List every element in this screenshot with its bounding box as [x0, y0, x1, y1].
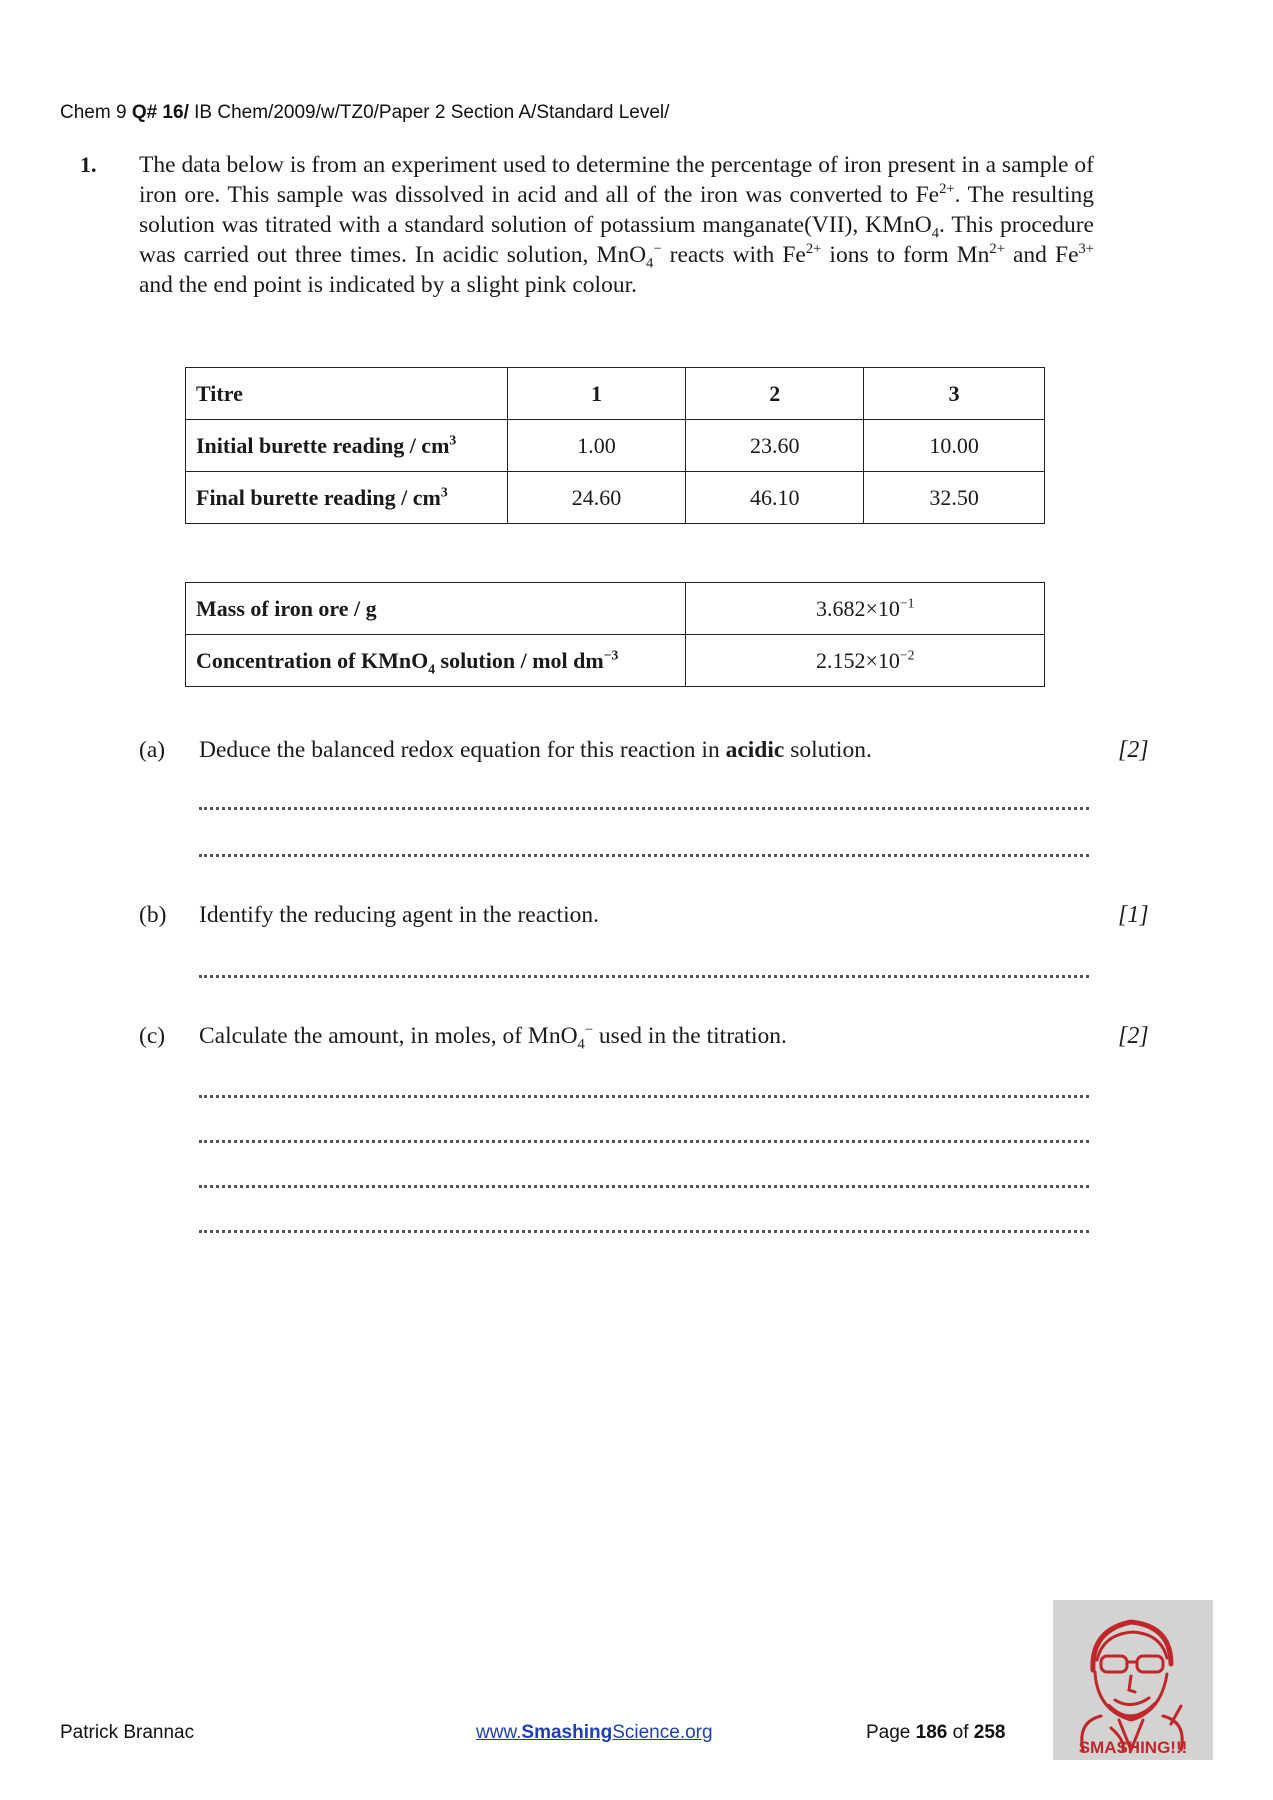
answer-line[interactable] — [199, 1136, 1089, 1143]
table-row — [186, 472, 1045, 524]
titre-header-1: 1 — [507, 368, 686, 420]
answer-line[interactable] — [199, 803, 1089, 810]
part-a-marks: [2] — [1118, 737, 1149, 763]
part-c-text: Calculate the amount, in moles, of MnO$_4$− used in the titration. — [199, 1022, 787, 1053]
initial-reading-label: Initial burette reading / $cm^3$ — [186, 420, 508, 472]
part-c-marks: [2] — [1118, 1023, 1149, 1049]
final-reading-2: 46.10 — [686, 472, 864, 524]
question-id: Q# 16/ — [131, 102, 189, 123]
initial-reading-1: 1.00 — [507, 420, 686, 472]
question-number: 1. — [80, 152, 97, 177]
part-b-text: Identify the reducing agent in the reaction. — [199, 902, 599, 928]
smashing-stamp-icon — [1053, 1600, 1213, 1760]
answer-line[interactable] — [199, 1181, 1089, 1188]
part-c-letter: (c) — [139, 1023, 166, 1049]
final-reading-label: Final burette reading / $cm^3$ — [186, 472, 508, 524]
part-b-marks: [1] — [1118, 902, 1149, 928]
initial-reading-3: 10.00 — [864, 420, 1045, 472]
table-row — [186, 420, 1045, 472]
page-header: Chem 9 Q# 16/ IB Chem/2009/w/TZ0/Paper 2 Section A/Standard Level/ — [60, 102, 670, 123]
concentration-label: Concentration of KMnO$_4$ solution / mol $dm^{-3}$ — [186, 635, 686, 687]
website-link[interactable]: www.SmashingScience.org — [476, 1722, 713, 1743]
titre-header-2: 2 — [686, 368, 864, 420]
concentration-value: $2.152\times 10^{-2}$ — [686, 635, 1045, 687]
table-row — [186, 583, 1045, 635]
smashing-logo-icon — [1053, 1600, 1213, 1760]
mass-concentration-table — [185, 582, 1045, 687]
final-reading-3: 32.50 — [864, 472, 1045, 524]
initial-reading-2: 23.60 — [686, 420, 864, 472]
titre-table — [185, 367, 1045, 524]
answer-line[interactable] — [199, 850, 1089, 857]
titre-header-label: Titre — [186, 368, 508, 420]
table-row — [186, 635, 1045, 687]
mass-value: $3.682\times 10^{-1}$ — [686, 583, 1045, 635]
footer-author: Patrick Brannac — [60, 1722, 195, 1743]
final-reading-1: 24.60 — [507, 472, 686, 524]
answer-line[interactable] — [199, 1091, 1089, 1098]
table-row — [186, 368, 1045, 420]
answer-line[interactable] — [199, 1226, 1089, 1233]
stamp-text: SMASHING!!! — [1078, 1738, 1188, 1757]
question-intro: The data below is from an experiment used to determine the percentage of iron present in a sample of iron ore. This sample was dissolved in acid and all of the iron was converted to $Fe^{2+}$. The resulting solution was titrated with a standard solution of potassium manganate(VII), KMnO$_4$. This procedure was carried out three times. In acidic solution, MnO$_4$− reacts with $Fe^{2+}$ ions to form $Mn^{2+}$ and $Fe^{3+}$ and the end point is indicated by a slight pink colour. — [139, 152, 1094, 298]
part-b-letter: (b) — [139, 902, 167, 928]
answer-line[interactable] — [199, 971, 1089, 978]
footer-page-number: Page 186 of 258 — [866, 1722, 1006, 1743]
part-a-text: Deduce the balanced redox equation for this reaction in acidic solution. — [199, 737, 872, 763]
footer-link[interactable] — [476, 1722, 713, 1744]
mass-label: Mass of iron ore / g — [186, 583, 686, 635]
part-a-letter: (a) — [139, 737, 166, 763]
titre-header-3: 3 — [864, 368, 1045, 420]
